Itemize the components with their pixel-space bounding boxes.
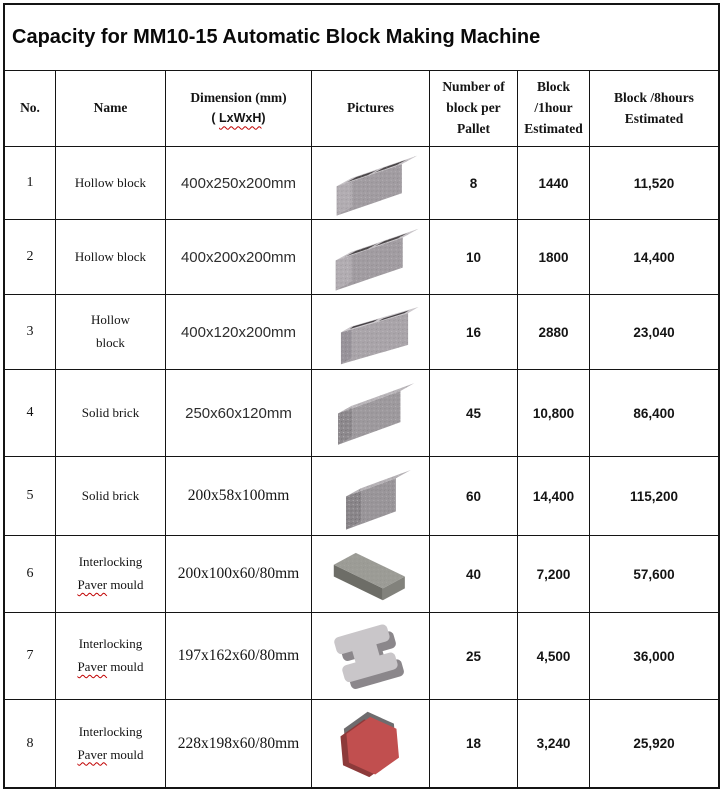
blocks-per-hour: 1800 [518, 220, 590, 294]
product-name: Hollow block [56, 220, 166, 294]
dimension-value: 200x100x60/80mm [166, 536, 312, 612]
product-picture-cell [312, 536, 430, 612]
blocks-per-8hours: 11,520 [633, 175, 675, 191]
header-blocks-per-hour: Block /1hour Estimated [518, 71, 590, 146]
blocks-per-8hours: 86,400 [633, 405, 675, 421]
blocks-per-hour: 2880 [518, 295, 590, 369]
row-number: 6 [5, 536, 56, 612]
table-header-row [5, 70, 718, 146]
header-pictures: Pictures [312, 71, 430, 146]
row-number: 8 [5, 700, 56, 787]
row-number: 4 [5, 370, 56, 456]
page-title: Capacity for MM10-15 Automatic Block Making Machine [12, 26, 541, 48]
product-name: Interlocking Paver mould [56, 700, 166, 787]
blocks-per-hour: 1440 [518, 147, 590, 219]
table-row [5, 535, 718, 612]
blocks-per-hour: 10,800 [518, 370, 590, 456]
product-picture-cell [312, 147, 430, 219]
header-blocks-per-pallet: Number of block per Pallet [430, 71, 518, 146]
table-row [5, 699, 718, 787]
header-dimension [166, 71, 312, 146]
blocks-per-pallet: 60 [430, 457, 518, 535]
blocks-per-8hours: 36,000 [633, 648, 675, 664]
blocks-per-8hours: 14,400 [633, 249, 675, 265]
header-name: Name [56, 71, 166, 146]
solid-brick-image [319, 377, 423, 450]
blocks-per-hour: 3,240 [518, 700, 590, 787]
product-picture-cell [312, 700, 430, 787]
blocks-per-pallet: 16 [430, 295, 518, 369]
dimension-value: 250x60x120mm [166, 370, 312, 456]
product-picture-cell [312, 370, 430, 456]
header-no: No. [5, 71, 56, 146]
table-row [5, 369, 718, 456]
hollow-block-2-holes-image [318, 147, 424, 219]
blocks-per-pallet: 40 [430, 536, 518, 612]
dimension-value: 400x120x200mm [166, 295, 312, 369]
row-number: 1 [5, 147, 56, 219]
blocks-per-8hours: 23,040 [633, 324, 675, 340]
row-number: 5 [5, 457, 56, 535]
header-blocks-per-8hours: Block /8hours Estimated [614, 89, 694, 126]
product-picture-cell [312, 457, 430, 535]
blocks-per-pallet: 8 [430, 147, 518, 219]
dimension-value: 228x198x60/80mm [166, 700, 312, 787]
table-row [5, 612, 718, 699]
product-name: Interlocking Paver mould [56, 536, 166, 612]
blocks-per-8hours: 115,200 [629, 488, 679, 504]
dimension-value: 400x200x200mm [166, 220, 312, 294]
product-picture-cell [312, 220, 430, 294]
product-name: Solid brick [56, 370, 166, 456]
product-name: Hollow block [56, 147, 166, 219]
hollow-partition-block-2-slots-image [318, 297, 424, 368]
rectangular-paver-image [320, 541, 422, 607]
table-row [5, 219, 718, 294]
i-shape-dogbone-paver-image [321, 618, 421, 695]
dimension-value: 197x162x60/80mm [166, 613, 312, 699]
row-number: 3 [5, 295, 56, 369]
blocks-per-hour: 7,200 [518, 536, 590, 612]
blocks-per-hour: 4,500 [518, 613, 590, 699]
dimension-value: 200x58x100mm [166, 457, 312, 535]
product-name: Solid brick [56, 457, 166, 535]
row-number: 7 [5, 613, 56, 699]
product-picture-cell [312, 613, 430, 699]
blocks-per-8hours: 25,920 [633, 736, 675, 751]
product-name: Hollow block [56, 295, 166, 369]
header-dimension-line1: Dimension (mm) [190, 90, 287, 106]
product-picture-cell [312, 295, 430, 369]
blocks-per-pallet: 45 [430, 370, 518, 456]
header-dimension-line2: ( LxWxH) [211, 111, 266, 126]
table-row [5, 456, 718, 535]
row-number: 2 [5, 220, 56, 294]
blocks-per-hour: 14,400 [518, 457, 590, 535]
solid-brick-image [321, 460, 421, 533]
table-row [5, 146, 718, 219]
hexagon-paver-red-image [320, 705, 422, 783]
blocks-per-8hours: 57,600 [633, 566, 675, 582]
table-row [5, 294, 718, 369]
blocks-per-pallet: 18 [430, 700, 518, 787]
capacity-table [3, 3, 720, 789]
blocks-per-pallet: 25 [430, 613, 518, 699]
blocks-per-pallet: 10 [430, 220, 518, 294]
hollow-block-2-holes-image [318, 220, 424, 294]
product-name: Interlocking Paver mould [56, 613, 166, 699]
dimension-value: 400x250x200mm [166, 147, 312, 219]
